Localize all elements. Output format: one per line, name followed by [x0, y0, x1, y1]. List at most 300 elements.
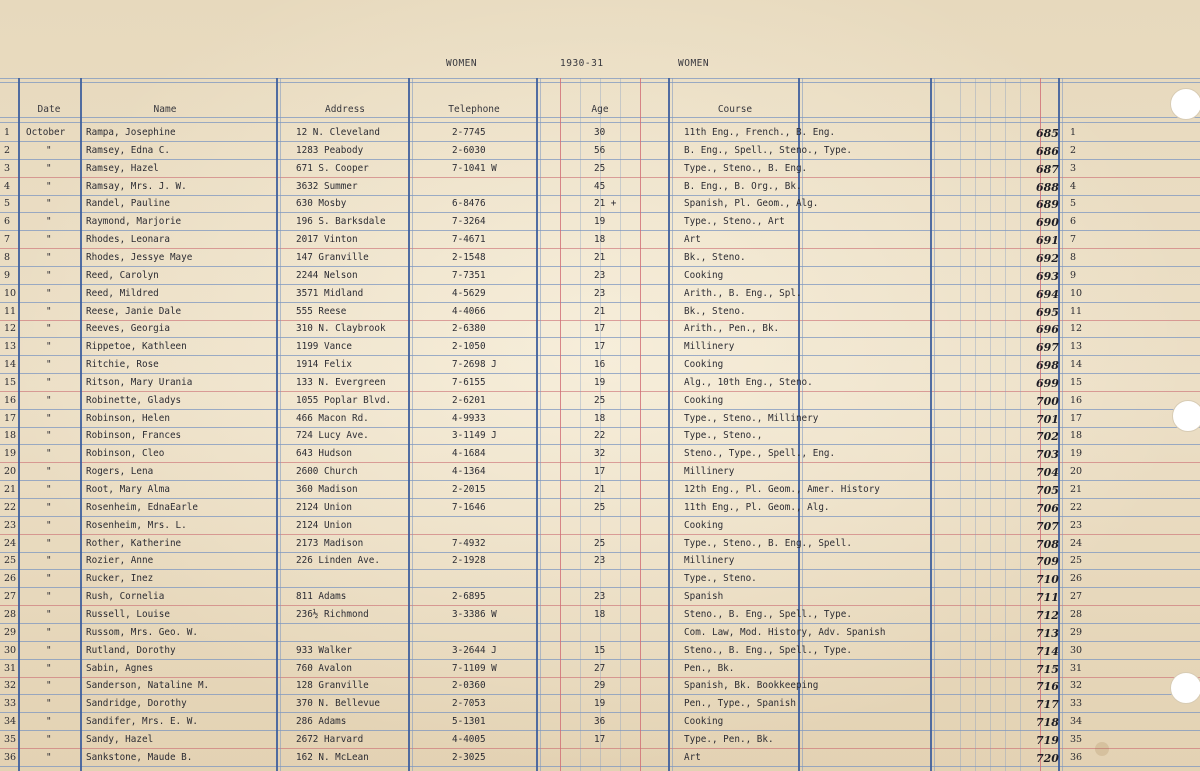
telephone-cell: 2-1050 [452, 341, 486, 352]
date-cell: " [46, 323, 52, 334]
address-cell: 3632 Summer [296, 181, 358, 192]
record-id-cell: 720 [1036, 752, 1059, 765]
row-number: 17 [4, 413, 17, 424]
address-cell: 671 S. Cooper [296, 163, 369, 174]
course-cell: Steno., B. Eng., Spell., Type. [684, 609, 852, 620]
course-cell: Type., Steno., Art [684, 216, 785, 227]
course-cell: Type., Steno., B. Eng., Spell. [684, 538, 852, 549]
telephone-cell: 7-2698 J [452, 359, 497, 370]
record-id-cell: 701 [1036, 413, 1059, 426]
record-id-cell: 710 [1036, 573, 1059, 586]
name-cell: Randel, Pauline [86, 198, 170, 209]
age-cell: 19 [594, 698, 606, 709]
telephone-cell: 4-5629 [452, 288, 486, 299]
age-cell: 16 [594, 359, 606, 370]
column-rule [580, 78, 581, 771]
age-cell: 56 [594, 145, 606, 156]
row-number-right: 15 [1070, 377, 1083, 388]
column-rule [975, 78, 976, 771]
age-cell: 19 [594, 216, 606, 227]
age-cell: 25 [594, 538, 606, 549]
address-cell: 555 Reese [296, 306, 347, 317]
telephone-cell: 2-6030 [452, 145, 486, 156]
row-number-right: 20 [1070, 466, 1083, 477]
name-cell: Rosenheim, Mrs. L. [86, 520, 187, 531]
course-cell: Millinery [684, 466, 735, 477]
name-cell: Rucker, Inez [86, 573, 154, 584]
row-number: 10 [4, 288, 17, 299]
age-cell: 23 [594, 270, 606, 281]
row-number: 18 [4, 430, 17, 441]
row-number: 7 [4, 234, 11, 245]
row-number-right: 30 [1070, 645, 1083, 656]
date-cell: " [46, 520, 52, 531]
course-cell: Bk., Steno. [684, 306, 746, 317]
age-cell: 45 [594, 181, 606, 192]
record-id-cell: 694 [1036, 288, 1059, 301]
record-id-cell: 689 [1036, 198, 1059, 211]
telephone-cell: 2-7053 [452, 698, 486, 709]
course-cell: Arith., Pen., Bk. [684, 323, 780, 334]
column-rule [536, 78, 538, 771]
telephone-cell: 7-4932 [452, 538, 486, 549]
course-cell: Type., Steno. [684, 573, 757, 584]
date-cell: " [46, 252, 52, 263]
record-id-cell: 707 [1036, 520, 1059, 533]
row-number: 32 [4, 680, 17, 691]
row-number: 31 [4, 663, 17, 674]
date-cell: " [46, 234, 52, 245]
course-cell: Millinery [684, 555, 735, 566]
record-id-cell: 709 [1036, 555, 1059, 568]
date-cell: " [46, 395, 52, 406]
name-cell: Rampa, Josephine [86, 127, 176, 138]
column-rule [280, 78, 281, 771]
address-cell: 2672 Harvard [296, 734, 364, 745]
row-number-right: 16 [1070, 395, 1083, 406]
name-cell: Rippetoe, Kathleen [86, 341, 187, 352]
row-number-right: 22 [1070, 502, 1083, 513]
date-cell: " [46, 216, 52, 227]
record-id-cell: 706 [1036, 502, 1059, 515]
course-cell: Type., Steno., [684, 430, 763, 441]
row-number-right: 24 [1070, 538, 1083, 549]
column-rule [18, 78, 20, 771]
address-cell: 3571 Midland [296, 288, 364, 299]
record-id-cell: 711 [1036, 591, 1059, 604]
telephone-cell: 7-7351 [452, 270, 486, 281]
row-number: 26 [4, 573, 17, 584]
column-header-course: Course [717, 104, 753, 115]
name-cell: Ritchie, Rose [86, 359, 159, 370]
course-cell: Type., Steno., Millinery [684, 413, 819, 424]
row-number: 24 [4, 538, 17, 549]
record-id-cell: 699 [1036, 377, 1059, 390]
course-cell: Pen., Type., Spanish [684, 698, 796, 709]
row-number: 27 [4, 591, 17, 602]
address-cell: 933 Walker [296, 645, 352, 656]
row-number: 9 [4, 270, 11, 281]
age-cell: 18 [594, 609, 606, 620]
age-cell: 21 [594, 484, 606, 495]
telephone-cell: 4-9933 [452, 413, 486, 424]
record-id-cell: 697 [1036, 341, 1059, 354]
record-id-cell: 704 [1036, 466, 1059, 479]
age-cell: 19 [594, 377, 606, 388]
record-id-cell: 698 [1036, 359, 1059, 372]
name-cell: Reed, Carolyn [86, 270, 159, 281]
address-cell: 370 N. Bellevue [296, 698, 380, 709]
column-rule [672, 78, 673, 771]
date-cell: " [46, 377, 52, 388]
address-cell: 1199 Vance [296, 341, 352, 352]
date-cell: " [46, 538, 52, 549]
telephone-cell: 4-4005 [452, 734, 486, 745]
row-number-right: 9 [1070, 270, 1077, 281]
name-cell: Sandy, Hazel [86, 734, 154, 745]
row-number-right: 31 [1070, 663, 1083, 674]
name-cell: Ramsey, Hazel [86, 163, 159, 174]
name-cell: Ramsey, Edna C. [86, 145, 170, 156]
name-cell: Russell, Louise [86, 609, 170, 620]
address-cell: 630 Mosby [296, 198, 347, 209]
column-rule [408, 78, 410, 771]
course-cell: Spanish, Bk. Bookkeeping [684, 680, 819, 691]
row-number: 2 [4, 145, 11, 156]
row-number: 23 [4, 520, 17, 531]
column-rule [80, 78, 82, 771]
row-number: 35 [4, 734, 17, 745]
record-id-cell: 703 [1036, 448, 1059, 461]
record-id-cell: 712 [1036, 609, 1059, 622]
address-cell: 724 Lucy Ave. [296, 430, 369, 441]
row-number-right: 36 [1070, 752, 1083, 763]
name-cell: Robinson, Frances [86, 430, 182, 441]
column-rule [1005, 78, 1006, 771]
age-cell: 25 [594, 502, 606, 513]
column-rule [930, 78, 932, 771]
age-cell: 15 [594, 645, 606, 656]
name-cell: Robinson, Cleo [86, 448, 165, 459]
column-rule [412, 78, 413, 771]
record-id-cell: 719 [1036, 734, 1059, 747]
row-number: 4 [4, 181, 11, 192]
row-number: 6 [4, 216, 11, 227]
address-cell: 196 S. Barksdale [296, 216, 386, 227]
header-left: WOMEN [446, 58, 478, 69]
telephone-cell: 7-1041 W [452, 163, 497, 174]
column-rule [668, 78, 670, 771]
row-number-right: 28 [1070, 609, 1083, 620]
record-id-cell: 714 [1036, 645, 1059, 658]
record-id-cell: 692 [1036, 252, 1059, 265]
telephone-cell: 4-1684 [452, 448, 486, 459]
telephone-cell: 2-2015 [452, 484, 486, 495]
address-cell: 286 Adams [296, 716, 347, 727]
row-number: 33 [4, 698, 17, 709]
punch-hole-middle [1172, 400, 1200, 432]
row-number-right: 4 [1070, 181, 1077, 192]
row-number-right: 8 [1070, 252, 1077, 263]
record-id-cell: 708 [1036, 538, 1059, 551]
date-cell: " [46, 573, 52, 584]
course-cell: 12th Eng., Pl. Geom., Amer. History [684, 484, 880, 495]
record-id-cell: 687 [1036, 163, 1059, 176]
row-number-right: 34 [1070, 716, 1083, 727]
record-id-cell: 700 [1036, 395, 1059, 408]
course-cell: Arith., B. Eng., Spl. [684, 288, 802, 299]
course-cell: B. Eng., Spell., Steno., Type. [684, 145, 852, 156]
row-number: 14 [4, 359, 17, 370]
telephone-cell: 2-0360 [452, 680, 486, 691]
name-cell: Rozier, Anne [86, 555, 154, 566]
telephone-cell: 2-6895 [452, 591, 486, 602]
column-header-age: Age [591, 104, 609, 115]
row-number: 22 [4, 502, 17, 513]
row-number-right: 10 [1070, 288, 1083, 299]
telephone-cell: 7-3264 [452, 216, 486, 227]
course-cell: Com. Law, Mod. History, Adv. Spanish [684, 627, 886, 638]
telephone-cell: 6-8476 [452, 198, 486, 209]
row-number-right: 19 [1070, 448, 1083, 459]
address-cell: 147 Granville [296, 252, 369, 263]
column-rule [276, 78, 278, 771]
course-cell: Cooking [684, 359, 724, 370]
telephone-cell: 2-6380 [452, 323, 486, 334]
row-number-right: 3 [1070, 163, 1077, 174]
address-cell: 133 N. Evergreen [296, 377, 386, 388]
age-cell: 23 [594, 591, 606, 602]
date-cell: " [46, 663, 52, 674]
age-cell: 30 [594, 127, 606, 138]
row-number: 36 [4, 752, 17, 763]
date-cell: " [46, 163, 52, 174]
row-number: 11 [4, 306, 17, 317]
row-number-right: 7 [1070, 234, 1077, 245]
course-cell: Alg., 10th Eng., Steno. [684, 377, 813, 388]
date-cell: " [46, 555, 52, 566]
course-cell: Type., Pen., Bk. [684, 734, 774, 745]
age-cell: 32 [594, 448, 606, 459]
address-cell: 643 Hudson [296, 448, 352, 459]
date-cell: " [46, 270, 52, 281]
address-cell: 2017 Vinton [296, 234, 358, 245]
telephone-cell: 3-1149 J [452, 430, 497, 441]
record-id-cell: 690 [1036, 216, 1059, 229]
name-cell: Raymond, Marjorie [86, 216, 182, 227]
record-id-cell: 716 [1036, 680, 1059, 693]
telephone-cell: 3-3386 W [452, 609, 497, 620]
name-cell: Rush, Cornelia [86, 591, 165, 602]
address-cell: 1283 Peabody [296, 145, 364, 156]
column-rule [1020, 78, 1021, 771]
name-cell: Rother, Katherine [86, 538, 182, 549]
address-cell: 2124 Union [296, 520, 352, 531]
date-cell: " [46, 752, 52, 763]
age-cell: 23 [594, 555, 606, 566]
record-id-cell: 688 [1036, 181, 1059, 194]
age-cell: 22 [594, 430, 606, 441]
age-cell: 18 [594, 234, 606, 245]
row-number: 20 [4, 466, 17, 477]
row-number: 19 [4, 448, 17, 459]
row-number-right: 6 [1070, 216, 1077, 227]
date-cell: October [26, 127, 66, 138]
address-cell: 310 N. Claybrook [296, 323, 386, 334]
address-cell: 466 Macon Rd. [296, 413, 369, 424]
course-cell: Type., Steno., B. Eng. [684, 163, 808, 174]
record-id-cell: 715 [1036, 663, 1059, 676]
date-cell: " [46, 734, 52, 745]
name-cell: Sanderson, Nataline M. [86, 680, 210, 691]
name-cell: Rhodes, Jessye Maye [86, 252, 193, 263]
record-id-cell: 685 [1036, 127, 1059, 140]
row-number-right: 18 [1070, 430, 1083, 441]
column-header-name: Name [153, 104, 177, 115]
name-cell: Reed, Mildred [86, 288, 159, 299]
name-cell: Robinson, Helen [86, 413, 170, 424]
address-cell: 128 Granville [296, 680, 369, 691]
age-cell: 21 [594, 306, 606, 317]
name-cell: Sandridge, Dorothy [86, 698, 187, 709]
date-cell: " [46, 288, 52, 299]
row-number: 29 [4, 627, 17, 638]
row-number-right: 27 [1070, 591, 1083, 602]
address-cell: 1055 Poplar Blvd. [296, 395, 392, 406]
date-cell: " [46, 680, 52, 691]
date-cell: " [46, 181, 52, 192]
telephone-cell: 7-1646 [452, 502, 486, 513]
ink-stain [1095, 742, 1109, 756]
date-cell: " [46, 627, 52, 638]
record-id-cell: 695 [1036, 306, 1059, 319]
course-cell: 11th Eng., Pl. Geom., Alg. [684, 502, 830, 513]
address-cell: 12 N. Cleveland [296, 127, 380, 138]
age-cell: 29 [594, 680, 606, 691]
address-cell: 2600 Church [296, 466, 358, 477]
row-number-right: 14 [1070, 359, 1083, 370]
record-id-cell: 696 [1036, 323, 1059, 336]
column-rule [560, 78, 561, 771]
row-number-right: 35 [1070, 734, 1083, 745]
age-cell: 17 [594, 734, 606, 745]
address-cell: 360 Madison [296, 484, 358, 495]
name-cell: Robinette, Gladys [86, 395, 182, 406]
name-cell: Root, Mary Alma [86, 484, 170, 495]
record-id-cell: 718 [1036, 716, 1059, 729]
telephone-cell: 2-6201 [452, 395, 486, 406]
record-id-cell: 713 [1036, 627, 1059, 640]
record-id-cell: 717 [1036, 698, 1059, 711]
age-cell: 27 [594, 663, 606, 674]
punch-hole-top [1170, 88, 1200, 120]
record-id-cell: 693 [1036, 270, 1059, 283]
column-rule [640, 78, 641, 771]
row-number: 15 [4, 377, 17, 388]
header-right: WOMEN [678, 58, 710, 69]
row-number-right: 25 [1070, 555, 1083, 566]
row-number: 16 [4, 395, 17, 406]
name-cell: Ramsay, Mrs. J. W. [86, 181, 187, 192]
date-cell: " [46, 359, 52, 370]
column-rule [620, 78, 621, 771]
header-year: 1930-31 [560, 58, 604, 69]
row-number-right: 23 [1070, 520, 1083, 531]
name-cell: Reeves, Georgia [86, 323, 170, 334]
row-number: 5 [4, 198, 11, 209]
name-cell: Ritson, Mary Urania [86, 377, 193, 388]
row-number-right: 29 [1070, 627, 1083, 638]
row-number: 25 [4, 555, 17, 566]
punch-hole-bottom [1170, 672, 1200, 704]
row-number-right: 13 [1070, 341, 1083, 352]
address-cell: 236½ Richmond [296, 609, 369, 620]
name-cell: Rhodes, Leonara [86, 234, 170, 245]
telephone-cell: 4-4066 [452, 306, 486, 317]
date-cell: " [46, 716, 52, 727]
address-cell: 811 Adams [296, 591, 347, 602]
record-id-cell: 691 [1036, 234, 1059, 247]
telephone-cell: 7-4671 [452, 234, 486, 245]
row-number: 8 [4, 252, 11, 263]
age-cell: 21 + [594, 198, 617, 209]
age-cell: 25 [594, 163, 606, 174]
record-id-cell: 702 [1036, 430, 1059, 443]
name-cell: Rosenheim, EdnaEarle [86, 502, 198, 513]
address-cell: 226 Linden Ave. [296, 555, 380, 566]
course-cell: Steno., B. Eng., Spell., Type. [684, 645, 852, 656]
row-number-right: 5 [1070, 198, 1077, 209]
course-cell: Cooking [684, 716, 724, 727]
date-cell: " [46, 448, 52, 459]
telephone-cell: 2-7745 [452, 127, 486, 138]
age-cell: 23 [594, 288, 606, 299]
date-cell: " [46, 145, 52, 156]
name-cell: Sankstone, Maude B. [86, 752, 193, 763]
row-number: 12 [4, 323, 17, 334]
address-cell: 760 Avalon [296, 663, 352, 674]
address-cell: 2173 Madison [296, 538, 364, 549]
record-id-cell: 705 [1036, 484, 1059, 497]
date-cell: " [46, 413, 52, 424]
course-cell: Art [684, 234, 701, 245]
row-number-right: 2 [1070, 145, 1077, 156]
telephone-cell: 2-3025 [452, 752, 486, 763]
column-header-address: Address [324, 104, 366, 115]
column-header-telephone: Telephone [448, 104, 500, 115]
column-rule [1062, 78, 1063, 771]
row-number: 13 [4, 341, 17, 352]
age-cell: 17 [594, 323, 606, 334]
column-rule [540, 78, 541, 771]
address-cell: 2244 Nelson [296, 270, 358, 281]
age-cell: 17 [594, 466, 606, 477]
address-cell: 2124 Union [296, 502, 352, 513]
telephone-cell: 3-2644 J [452, 645, 497, 656]
age-cell: 21 [594, 252, 606, 263]
age-cell: 18 [594, 413, 606, 424]
name-cell: Rogers, Lena [86, 466, 154, 477]
date-cell: " [46, 609, 52, 620]
course-cell: Spanish, Pl. Geom., Alg. [684, 198, 819, 209]
course-cell: Art [684, 752, 701, 763]
course-cell: Steno., Type., Spell., Eng. [684, 448, 836, 459]
name-cell: Reese, Janie Dale [86, 306, 182, 317]
telephone-cell: 7-6155 [452, 377, 486, 388]
date-cell: " [46, 484, 52, 495]
row-number-right: 12 [1070, 323, 1083, 334]
column-rule [934, 78, 935, 771]
